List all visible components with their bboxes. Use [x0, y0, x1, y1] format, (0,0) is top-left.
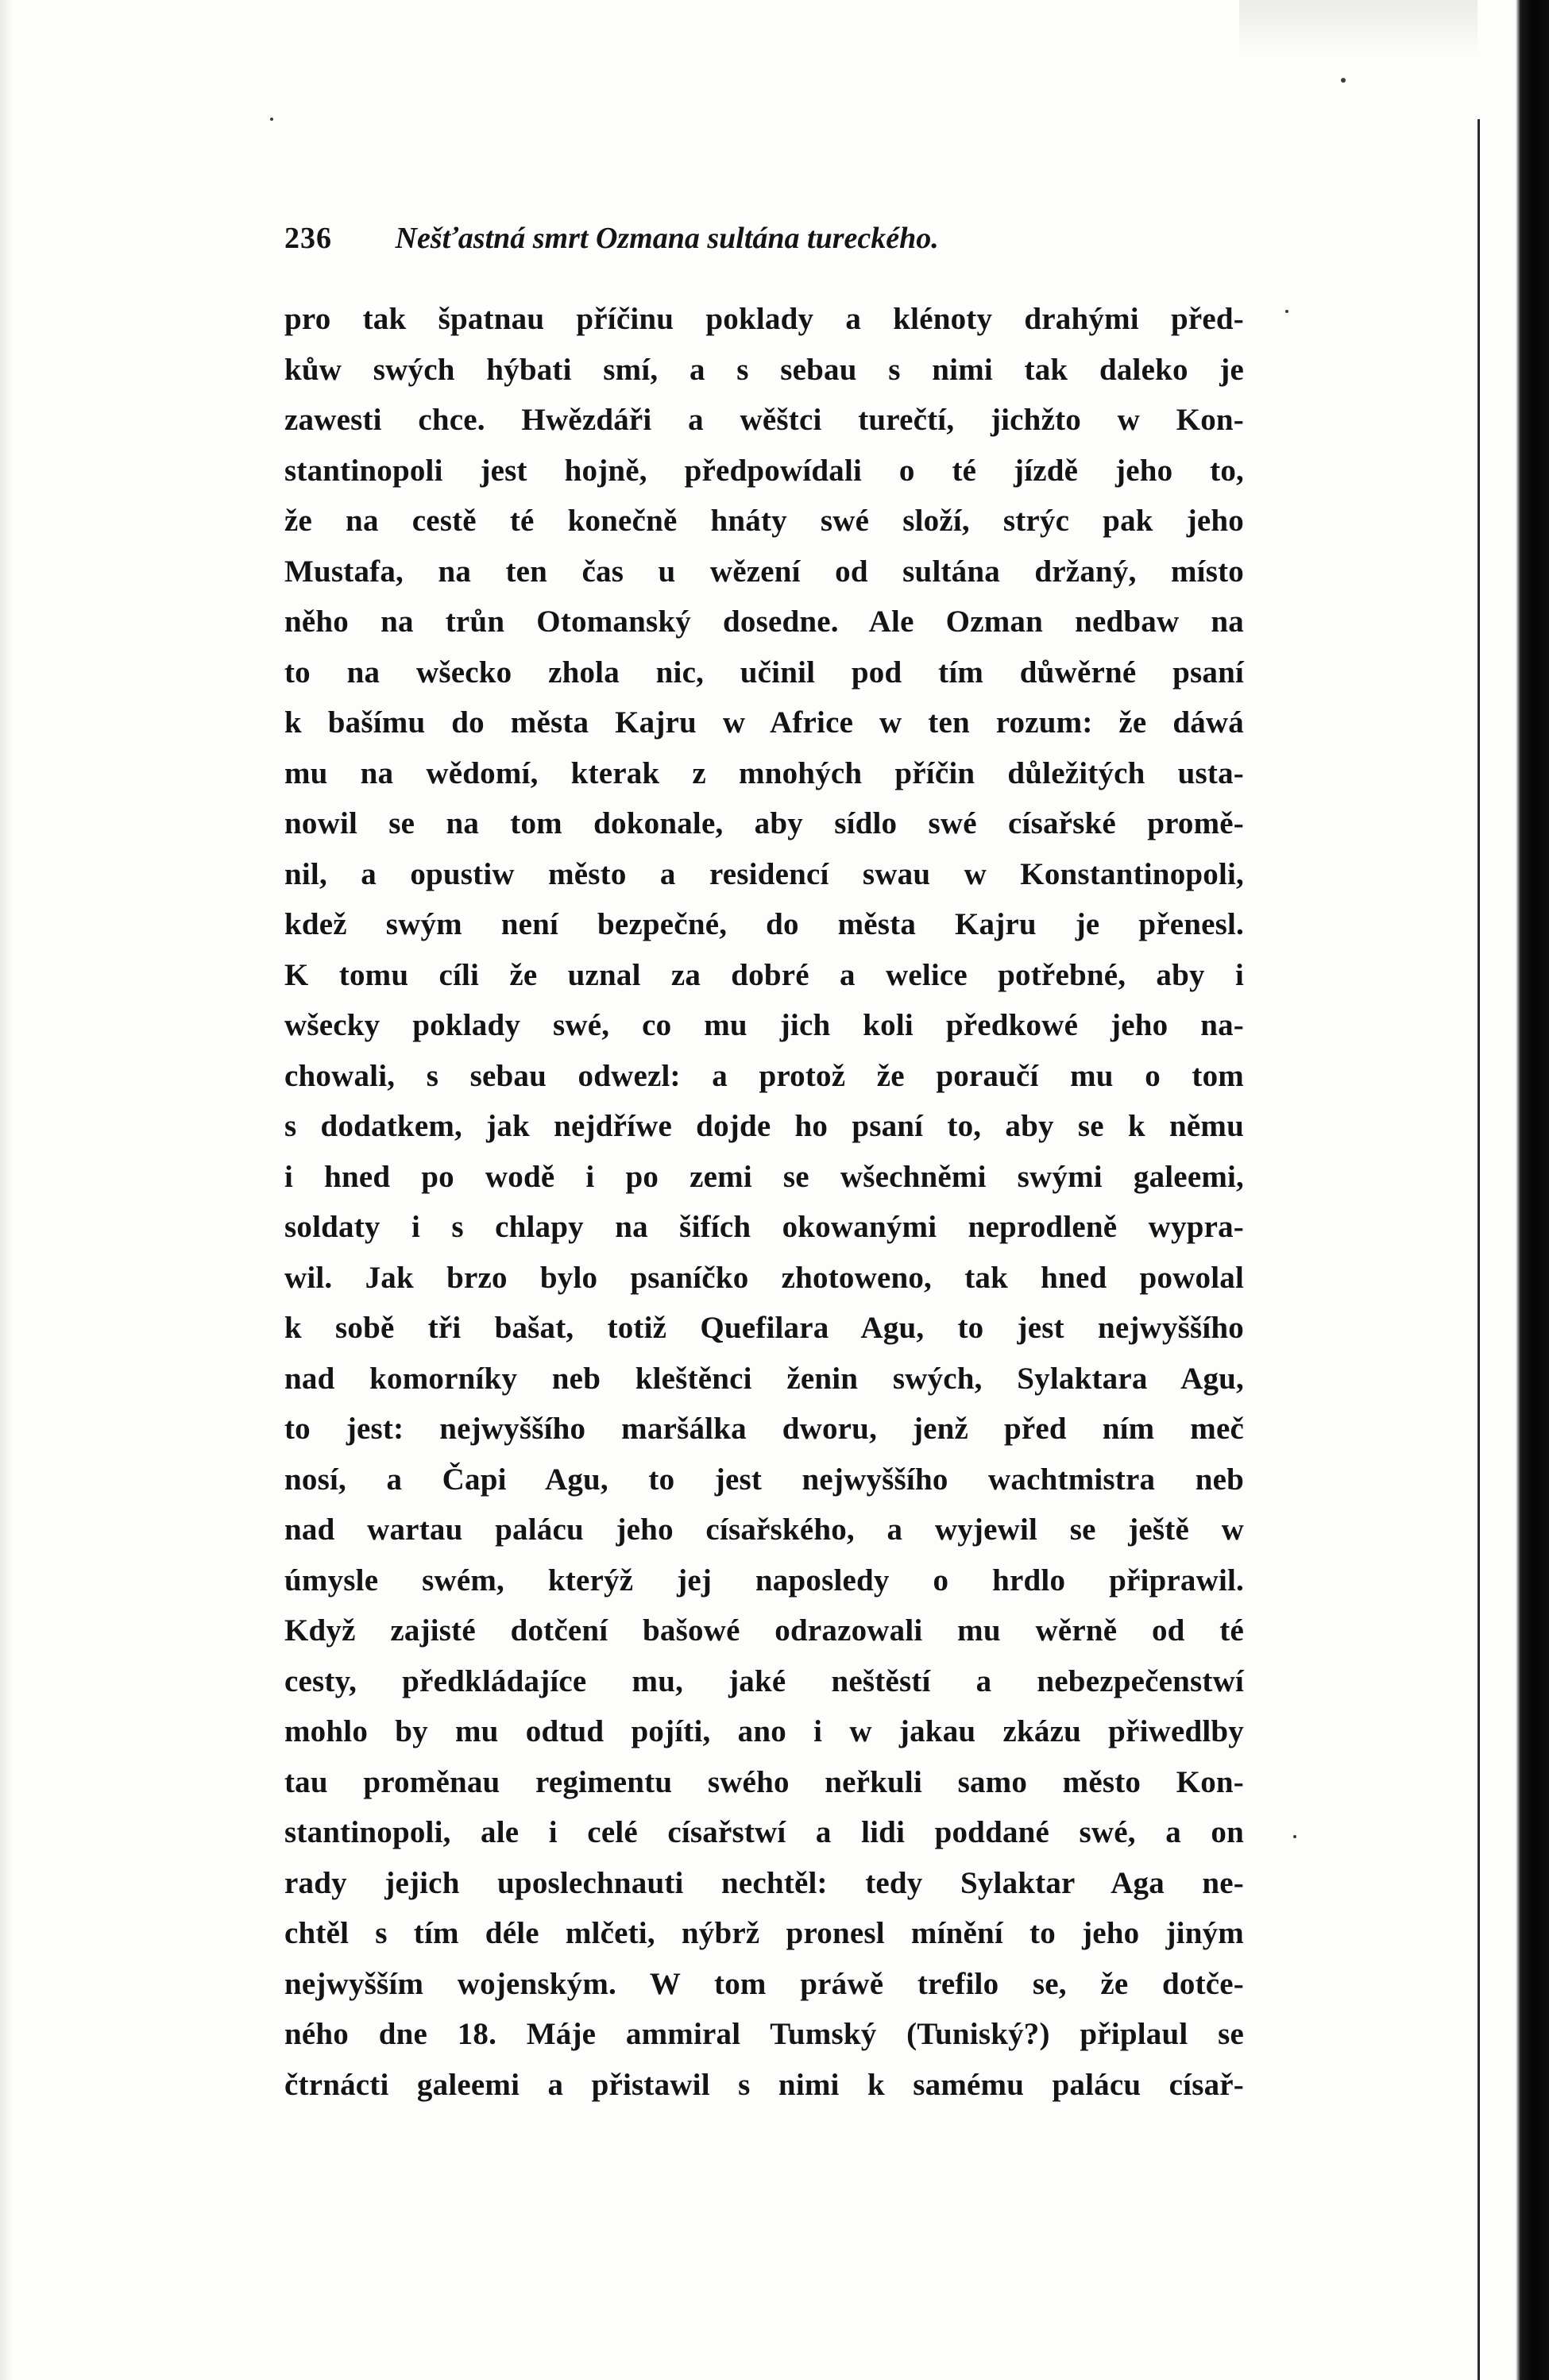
text-line: nad komorníky neb kleštěnci ženin swých, Sylaktara Agu, — [284, 1361, 1244, 1396]
text-line: k sobě tři bašat, totiž Quefilara Agu, to jest nejwyššího — [284, 1311, 1244, 1345]
text-line: Když zajisté dotčení bašowé odrazowali mu wěrně od té — [284, 1613, 1244, 1648]
text-line: ného dne 18. Máje ammiral Tumský (Tuniský?) připlaul se — [284, 2017, 1244, 2051]
text-line: soldaty i s chlapy na šifích okowanými neprodleně wypra- — [284, 1210, 1244, 1244]
scan-speck — [1341, 78, 1346, 83]
text-line: stantinopoli, ale i celé císařstwí a lidi poddané swé, a on — [284, 1815, 1244, 1849]
text-line: úmysle swém, kterýž jej naposledy o hrdlo připrawil. — [284, 1563, 1244, 1598]
text-line: K tomu cíli že uznal za dobré a welice potřebné, aby i — [284, 957, 1244, 992]
binding-edge-line — [1478, 119, 1480, 2380]
text-line: tau proměnau regimentu swého neřkuli samo město Kon- — [284, 1764, 1244, 1799]
text-line: rady jejich uposlechnauti nechtěl: tedy Sylaktar Aga ne- — [284, 1865, 1244, 1900]
text-line: chowali, s sebau odwezl: a protož že poraučí mu o tom — [284, 1058, 1244, 1093]
text-line: kdež swým není bezpečné, do města Kajru je přenesl. — [284, 907, 1244, 941]
text-line: nosí, a Čapi Agu, to jest nejwyššího wachtmistra neb — [284, 1462, 1244, 1497]
scan-top-shadow — [1239, 0, 1478, 56]
text-line: Mustafa, na ten čas u wězení od sultána držaný, místo — [284, 554, 1244, 589]
text-line: chtěl s tím déle mlčeti, nýbrž pronesl mínění to jeho jiným — [284, 1916, 1244, 1950]
page-header — [284, 214, 1238, 262]
text-line: že na cestě té konečně hnáty swé složí, strýc pak jeho — [284, 504, 1244, 538]
text-line: mohlo by mu odtud pojíti, ano i w jakau zkázu přiwedlby — [284, 1714, 1244, 1748]
text-line: zawesti chce. Hwězdáři a wěštci turečtí, jichžto w Kon- — [284, 403, 1244, 437]
text-line: čtrnácti galeemi a přistawil s nimi k samému palácu císař- — [284, 2067, 1244, 2102]
text-line: i hned po wodě i po zemi se wšechněmi swými galeemi, — [284, 1159, 1244, 1194]
text-line: nowil se na tom dokonale, aby sídlo swé císařské promě- — [284, 806, 1244, 840]
text-line: nil, a opustiw město a residencí swau w Konstantinopoli, — [284, 856, 1244, 891]
text-line: cesty, předkládajíce mu, jaké neštěstí a nebezpečenstwí — [284, 1663, 1244, 1698]
page-left-edge-shadow — [0, 0, 13, 2380]
text-line: stantinopoli jest hojně, předpowídali o té jízdě jeho to, — [284, 453, 1244, 488]
text-line: kůw swých hýbati smí, a s sebau s nimi tak daleko je — [284, 352, 1244, 387]
text-line: k bašímu do města Kajru w Africe w ten rozum: že dáwá — [284, 705, 1244, 740]
scan-speck — [1293, 1835, 1296, 1838]
scan-speck — [270, 118, 273, 121]
page-number: 236 — [284, 222, 332, 255]
text-line: pro tak špatnau příčinu poklady a klénoty drahými před- — [284, 302, 1244, 336]
text-line: s dodatkem, jak nejdříwe dojde ho psaní to, aby se k němu — [284, 1109, 1244, 1143]
text-line: nad wartau palácu jeho císařského, a wyjewil se ještě w — [284, 1513, 1244, 1547]
text-line: mu na wědomí, kterak z mnohých příčin důležitých usta- — [284, 755, 1244, 790]
text-line: wšecky poklady swé, co mu jich koli předkowé jeho na- — [284, 1008, 1244, 1042]
text-line: to na wšecko zhola nic, učinil pod tím důwěrné psaní — [284, 655, 1244, 690]
text-line: něho na trůn Otomanský dosedne. Ale Ozman nedbaw na — [284, 605, 1244, 639]
running-title: Nešťastná smrt Ozmana sultána tureckého. — [395, 222, 939, 255]
scan-speck — [1285, 310, 1288, 313]
text-line: nejwyšším wojenským. W tom práwě trefilo se, že dotče- — [284, 1966, 1244, 2001]
binding-strip — [1516, 0, 1549, 2380]
text-line: to jest: nejwyššího maršálka dworu, jenž před ním meč — [284, 1412, 1244, 1446]
text-line: wil. Jak brzo bylo psaníčko zhotoweno, tak hned powolal — [284, 1260, 1244, 1295]
body-text — [284, 294, 1244, 2110]
